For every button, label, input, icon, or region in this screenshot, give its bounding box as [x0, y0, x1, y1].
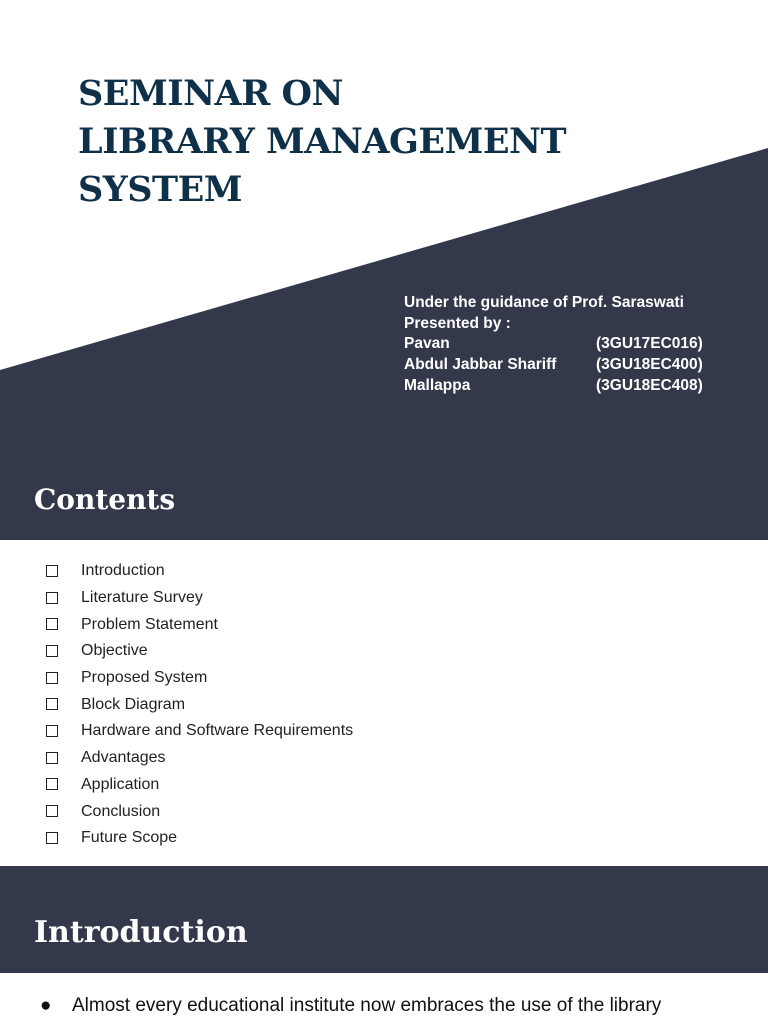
presenter-name: Mallappa	[404, 376, 471, 394]
list-item	[40, 995, 661, 1017]
list-item	[46, 585, 353, 612]
presenter-row	[404, 334, 703, 355]
list-item	[46, 718, 353, 745]
guidance-line: Under the guidance of Prof. Saraswati	[404, 294, 684, 311]
checkbox-bullet-icon	[46, 592, 59, 605]
checkbox-bullet-icon	[46, 752, 59, 765]
checkbox-bullet-icon	[46, 618, 59, 631]
list-item-label: Application	[81, 775, 160, 793]
presented-by-label: Presented by :	[404, 314, 511, 332]
title-line: LIBRARY MANAGEMENT	[78, 121, 567, 162]
list-item	[46, 665, 353, 692]
presenter-id: (3GU17EC016)	[596, 335, 703, 353]
list-item-label: Introduction	[81, 562, 165, 580]
list-item-label: Problem Statement	[81, 615, 218, 633]
list-item	[46, 798, 353, 825]
title-line: SEMINAR ON	[78, 73, 343, 114]
presenter-id: (3GU18EC400)	[596, 356, 703, 374]
list-item-label: Proposed System	[81, 669, 208, 687]
contents-list	[46, 558, 353, 852]
introduction-body	[0, 973, 768, 1024]
contents-heading: Contents	[34, 483, 176, 516]
list-item	[46, 745, 353, 772]
list-item-label: Literature Survey	[81, 589, 203, 607]
list-item-label: Block Diagram	[81, 695, 186, 713]
checkbox-bullet-icon	[46, 645, 59, 658]
presenter-row	[404, 376, 703, 397]
list-item-label: Hardware and Software Requirements	[81, 722, 354, 740]
presenter-name: Pavan	[404, 335, 450, 353]
presenter-id: (3GU18EC408)	[596, 376, 703, 394]
list-item	[46, 638, 353, 665]
presenter-row	[404, 355, 703, 376]
checkbox-bullet-icon	[46, 832, 59, 845]
checkbox-bullet-icon	[46, 698, 59, 711]
checkbox-bullet-icon	[46, 778, 59, 791]
checkbox-bullet-icon	[46, 672, 59, 685]
list-item	[46, 825, 353, 852]
list-item-label: Future Scope	[81, 829, 178, 847]
list-item	[46, 611, 353, 638]
bullet-text: Almost every educational institute now embraces the use of the library	[72, 995, 662, 1016]
list-item	[46, 558, 353, 585]
presenters-block	[404, 293, 703, 397]
title-line: SYSTEM	[78, 169, 243, 210]
bullet-dot-icon: ●	[40, 995, 52, 1016]
presenter-name: Abdul Jabbar Shariff	[404, 356, 557, 374]
list-item-label: Conclusion	[81, 802, 161, 820]
list-item	[46, 691, 353, 718]
checkbox-bullet-icon	[46, 565, 59, 578]
contents-slide	[0, 540, 768, 866]
checkbox-bullet-icon	[46, 725, 59, 738]
checkbox-bullet-icon	[46, 805, 59, 818]
introduction-heading: Introduction	[34, 915, 248, 950]
list-item-label: Objective	[81, 642, 148, 660]
list-item-label: Advantages	[81, 749, 166, 767]
seminar-title	[78, 70, 566, 214]
list-item	[46, 772, 353, 799]
